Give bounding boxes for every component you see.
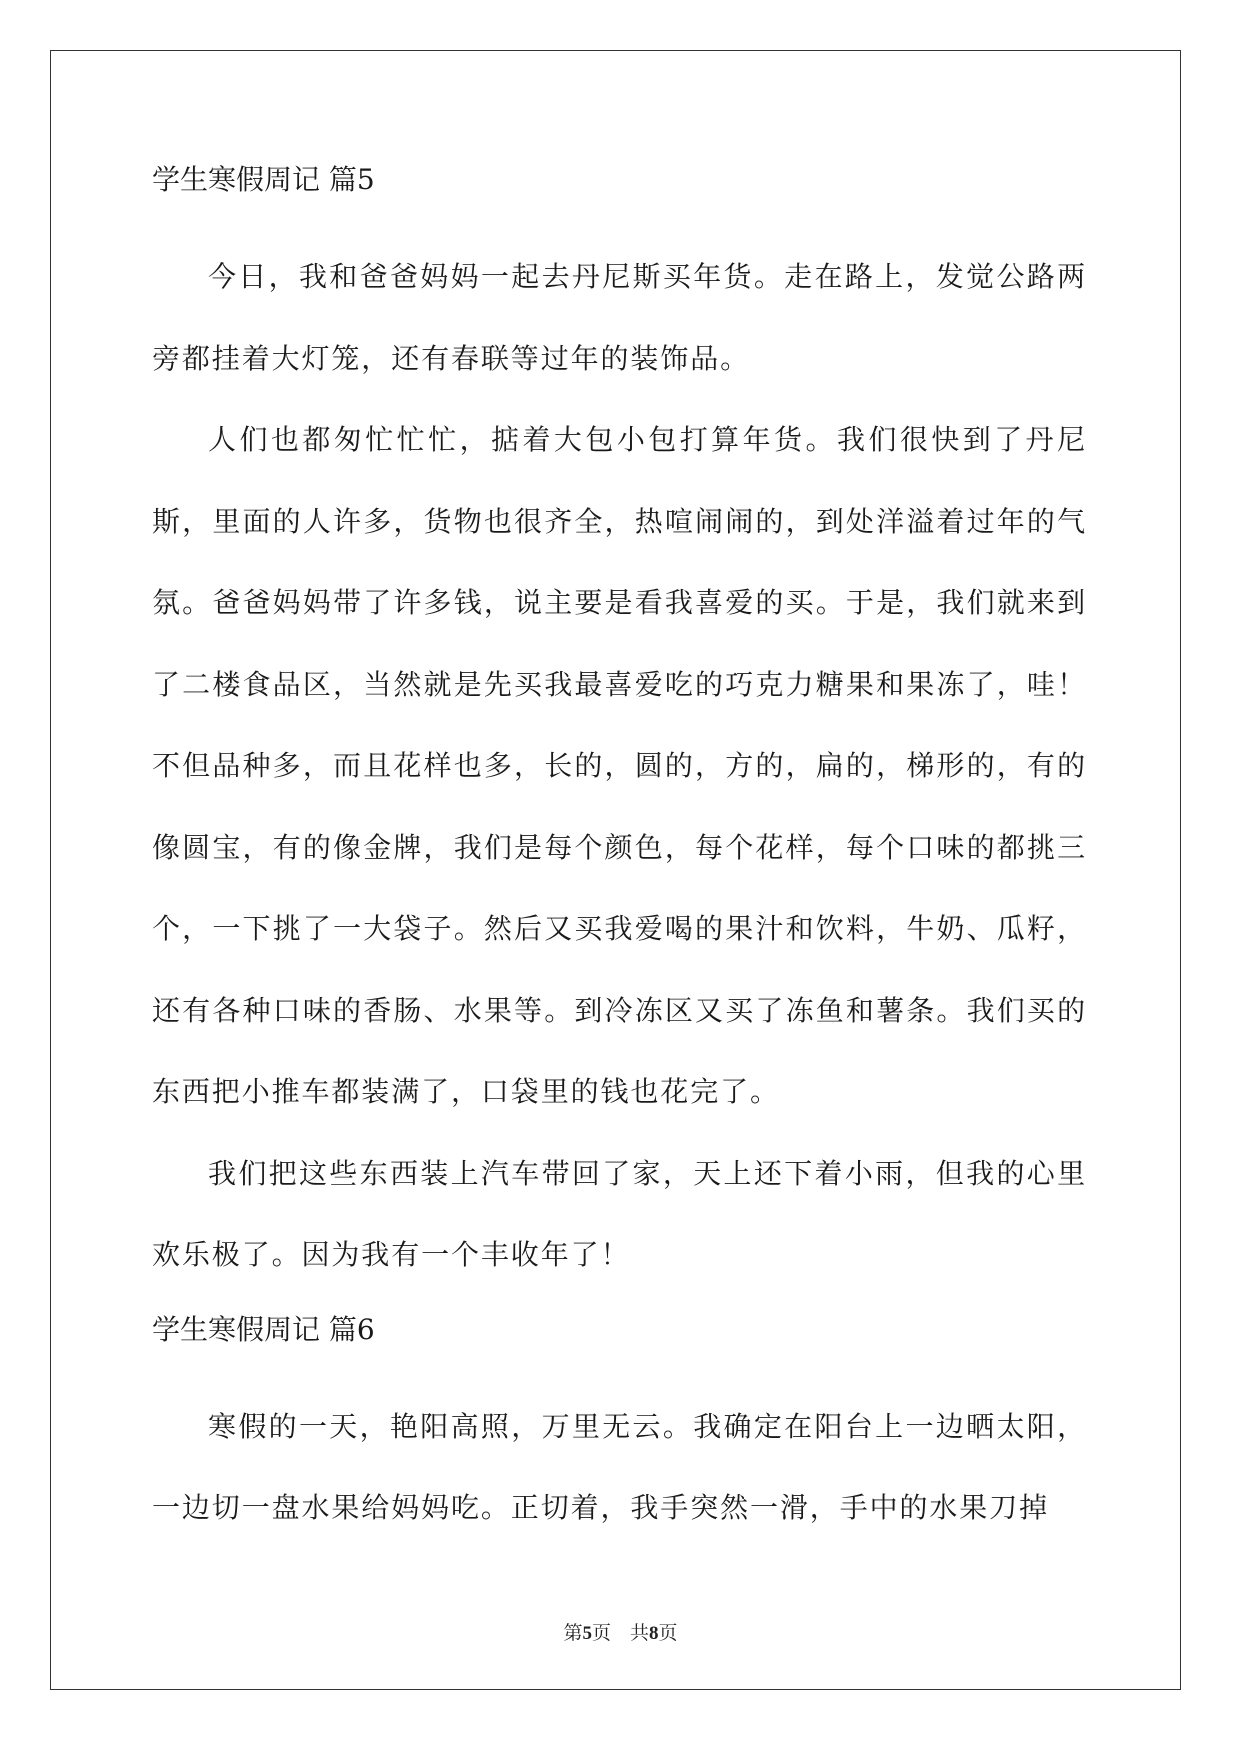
section-heading-6: 学生寒假周记 篇6 (152, 1312, 375, 1346)
paragraph: 人们也都匆忙忙忙，掂着大包小包打算年货。我们很快到了丹尼斯，里面的人许多，货物也很齐全，热喧闹闹的，到处洋溢着过年的气氛。爸爸妈妈带了许多钱，说主要是看我喜爱的买。于是，我们就来到了二楼食品区，当然就是先买我最喜爱吃的巧克力糖果和果冻了，哇！不但品种多，而且花样也多，长的，圆的，方的，扁的，梯形的，有的像圆宝，有的像金牌，我们是每个颜色，每个花样，每个口味的都挑三个，一下挑了一大袋子。然后又买我爱喝的果汁和饮料，牛奶、瓜籽，还有各种口味的香肠、水果等。到冷冻区又买了冻鱼和薯条。我们买的东西把小推车都装满了，口袋里的钱也花完了。 (152, 423, 1087, 1108)
page-footer (0, 1618, 1241, 1645)
section-heading-5: 学生寒假周记 篇5 (152, 163, 375, 196)
paragraph: 我们把这些东西装上汽车带回了家，天上还下着小雨，但我的心里欢乐极了。因为我有一个丰收年了！ (152, 1156, 1087, 1271)
footer-prefix: 第 (563, 1622, 583, 1644)
footer-suffix: 页 (658, 1622, 678, 1644)
document-body (152, 160, 1087, 1549)
footer-mid: 页 共 (591, 1622, 649, 1644)
paragraph: 今日，我和爸爸妈妈一起去丹尼斯买年货。走在路上，发觉公路两旁都挂着大灯笼，还有春联等过年的装饰品。 (152, 260, 1087, 375)
paragraph: 寒假的一天，艳阳高照，万里无云。我确定在阳台上一边晒太阳，一边切一盘水果给妈妈吃。正切着，我手突然一滑，手中的水果刀掉 (152, 1409, 1087, 1524)
total-page-number: 8 (649, 1623, 659, 1644)
current-page-number: 5 (582, 1623, 592, 1644)
